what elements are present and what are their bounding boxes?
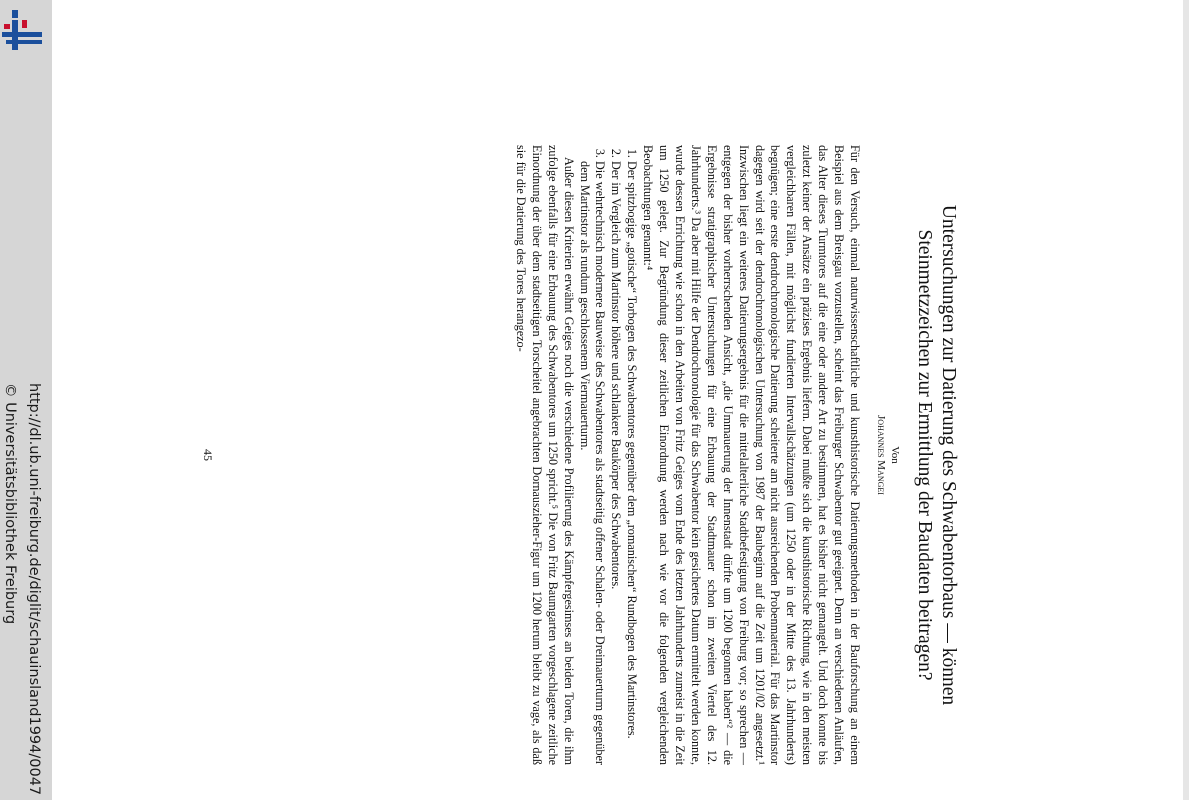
paragraph: Außer diesen Kriterien erwähnt Geiges noch die verschiedene Profilierung des Kämpfergesimses an beiden Toren, die ihm zufolge ebenfalls für eine Erbauung des Schwabentores um 1250 spricht.⁵ Die von Fritz Baumgarten vorgeschlagene zeitliche Einordnung der über dem stadtseitigen Torscheitel angebrachten Dornauszieher-Figur um 1200 herum bleibt zu vage, als daß sie für die Datierung des Tores herangezo- (513, 145, 576, 765)
page-title: Untersuchungen zur Datierung des Schwabentorbaus — können Steinmetzzeichen zur Ermittlung der Baudaten beitragen? (914, 204, 959, 706)
list-item: 2. Der im Vergleich zum Martinstor höhere und schlankere Baukörper des Schwabentores. (608, 161, 624, 765)
sidebar-caption (0, 383, 46, 803)
library-logo-icon[interactable] (2, 8, 44, 52)
article-body (512, 145, 862, 765)
byline (874, 145, 902, 765)
scanned-page (200, 145, 960, 765)
source-url-link[interactable]: http://dl.ub.uni-freiburg.de/diglit/schauinsland1994/0047 (26, 383, 42, 796)
copyright-notice: © Universitätsbibliothek Freiburg (2, 383, 18, 625)
byline-von: Von (889, 446, 901, 464)
author-name: Johannes Mangei (875, 415, 887, 495)
list-item: 3. Die wehrtechnisch modernere Bauweise des Schwabentores als stadtseitig offener Schalen- oder Dreimauerturm gegenüber dem Martinstor als rundum geschlossenem Viermauerturm. (576, 161, 608, 765)
list-item: 1. Der spitzbogige „gotische“ Torbogen des Schwabentores gegenüber dem „romanischen“ Rundbogen des Martinstores. (623, 161, 639, 765)
criteria-list (576, 145, 640, 765)
scrollbar[interactable] (1183, 0, 1189, 800)
page-number: 45 (201, 449, 215, 461)
paragraph: Für den Versuch, einmal naturwissenschaftliche und kunsthistorische Datierungsmethoden in der Bauforschung an einem Beispiel aus dem Breisgau vorzustellen, scheint das Freiburger Schwabentor gut geeignet. Denn an verschiedenen Anläufen, das Alter dieses Turmtores auf die eine oder andere Art zu bestimmen, hat es bisher nicht gemangelt. Und doch konnte bis zuletzt keiner der Ansätze ein präzises Ergebnis liefern. Dabei mußte sich die kunsthistorische Richtung, wie in den meisten vergleichbaren Fällen, mit möglichst fundierten Intervallschätzungen (um 1250 oder in der Mitte des 13. Jahrhunderts) begnügen; eine erste dendrochronologische Datierung scheiterte am nicht ausreichenden Probenmaterial. Für das Martinstor dagegen wird seit der dendrochronologischen Untersuchung von 1987 der Baubeginn auf die Zeit um 1201/02 angesetzt.¹ Inzwischen liegt ein weiteres Datierungsergebnis für die mittelalterliche Stadtbefestigung von Freiburg vor; so sprechen — entgegen der bisher vorherrschenden Ansicht, „die Ummauerung der Innenstadt dürfte um 1200 begonnen haben“² — die Ergebnisse stratigraphischer Untersuchungen für eine Erbauung der Stadtmauer schon im zweiten Viertel des 12. Jahrhunderts.³ Da aber mit Hilfe der Dendrochronologie für das Schwabentor kein gesichertes Datum ermittelt werden konnte, wurde dessen Errichtung wie schon in den Arbeiten von Fritz Geiges vom Ende des letzten Jahrhunderts zumeist in die Zeit um 1250 gelegt. Zur Begründung dieser zeitlichen Einordnung werden nach wie vor die folgenden vergleichenden Beobachtungen genannt:⁴ (641, 145, 862, 765)
viewer-sidebar (0, 0, 52, 800)
